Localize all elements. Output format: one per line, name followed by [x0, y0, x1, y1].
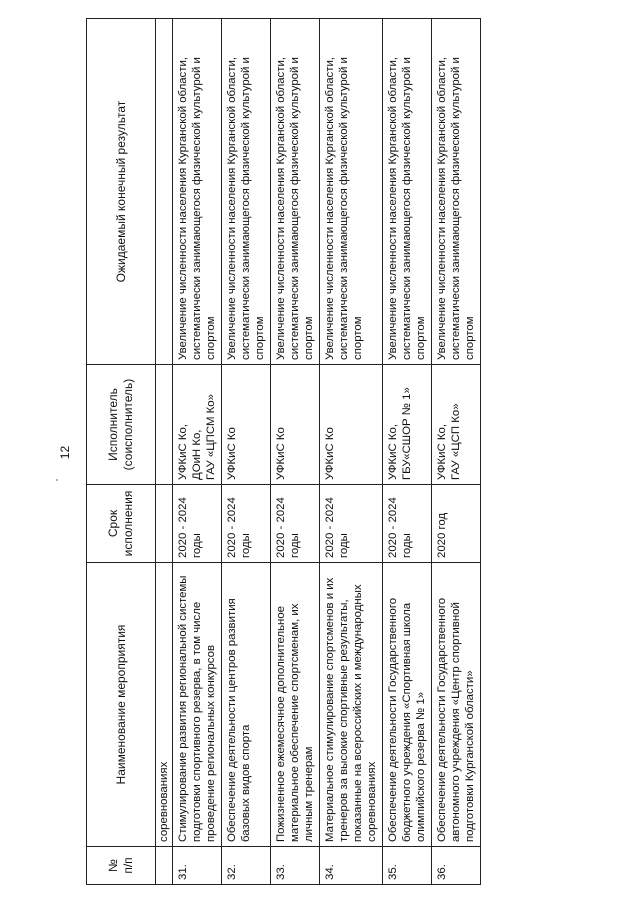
cell-executor: УФКиС Ко, ГАУ «ЦСП Ко» — [432, 365, 481, 485]
header-executor — [87, 365, 156, 485]
cell-term: 2020 - 2024 годы — [320, 485, 383, 563]
cell-name: Обеспечение деятельности центров развития базовых видов спорта — [222, 563, 271, 847]
header-name — [87, 563, 156, 847]
cell-num: 31. — [173, 847, 222, 885]
cell-result: Увеличение численности населения Курганской области, систематически занимающегося физической культурой и спортом — [173, 19, 222, 365]
cell-result: Увеличение численности населения Курганской области, систематически занимающегося физической культурой и спортом — [432, 19, 481, 365]
continuation-row — [156, 19, 173, 885]
table-row — [432, 19, 481, 885]
cell-name: Стимулирование развития региональной системы подготовки спортивного резерва, в том числе проведение региональных конкурсов — [173, 563, 222, 847]
header-result — [87, 19, 156, 365]
cell-term: 2020 - 2024 годы — [222, 485, 271, 563]
table-row — [222, 19, 271, 885]
cell-executor: УФКиС Ко — [320, 365, 383, 485]
header-num — [87, 847, 156, 885]
cell-term — [156, 485, 173, 563]
cell-name: соревнованиях — [156, 563, 173, 847]
table-row — [383, 19, 432, 885]
cell-term: 2020 - 2024 годы — [383, 485, 432, 563]
cell-executor: УФКиС Ко — [271, 365, 320, 485]
cell-result: Увеличение численности населения Курганской области, систематически занимающегося физической культурой и спортом — [320, 19, 383, 365]
header-term-label: Срок исполнения — [106, 490, 135, 557]
cell-num: 34. — [320, 847, 383, 885]
cell-result: Увеличение численности населения Курганской области, систематически занимающегося физической культурой и спортом — [222, 19, 271, 365]
table-header-row — [87, 19, 156, 885]
cell-term: 2020 год — [432, 485, 481, 563]
cell-num — [156, 847, 173, 885]
header-term — [87, 485, 156, 563]
cell-term: 2020 - 2024 годы — [271, 485, 320, 563]
measures-table — [86, 18, 481, 885]
cell-result — [156, 19, 173, 365]
header-result-label: Ожидаемый конечный результат — [113, 100, 128, 283]
cell-num: 33. — [271, 847, 320, 885]
cell-term: 2020 - 2024 годы — [173, 485, 222, 563]
cell-executor: УФКиС Ко — [222, 365, 271, 485]
cell-executor — [156, 365, 173, 485]
header-name-label: Наименование мероприятия — [113, 624, 128, 785]
cell-name: Материальное стимулирование спортсменов и их тренеров за высокие спортивные результаты, показанные на всероссийских и международных соревнованиях — [320, 563, 383, 847]
cell-name: Пожизненное ежемесячное дополнительное материальное обеспечение спортсменам, их личным тренерам — [271, 563, 320, 847]
cell-result: Увеличение численности населения Курганской области, систематически занимающегося физической культурой и спортом — [383, 19, 432, 365]
table-row — [320, 19, 383, 885]
cell-executor: УФКиС Ко, ДОиН Ко, ГАУ «ЦПСМ Ко» — [173, 365, 222, 485]
cell-num: 35. — [383, 847, 432, 885]
table-row — [271, 19, 320, 885]
table-row — [173, 19, 222, 885]
cell-num: 32. — [222, 847, 271, 885]
cell-executor: УФКиС Ко, ГБУ«СШОР № 1» — [383, 365, 432, 485]
page-number: 12 — [58, 445, 72, 460]
cell-name: Обеспечение деятельности Государственного автономного учреждения «Центр спортивной подготовки Курганской области» — [432, 563, 481, 847]
cell-num: 36. — [432, 847, 481, 885]
cell-result: Увеличение численности населения Курганской области, систематически занимающегося физической культурой и спортом — [271, 19, 320, 365]
header-executor-label: Исполнитель (соисполнитель) — [106, 378, 135, 471]
header-num-label: № п/п — [106, 857, 135, 874]
cell-name: Обеспечение деятельности Государственного бюджетного учреждения «Спортивная школа олимпийского резерва № 1» — [383, 563, 432, 847]
